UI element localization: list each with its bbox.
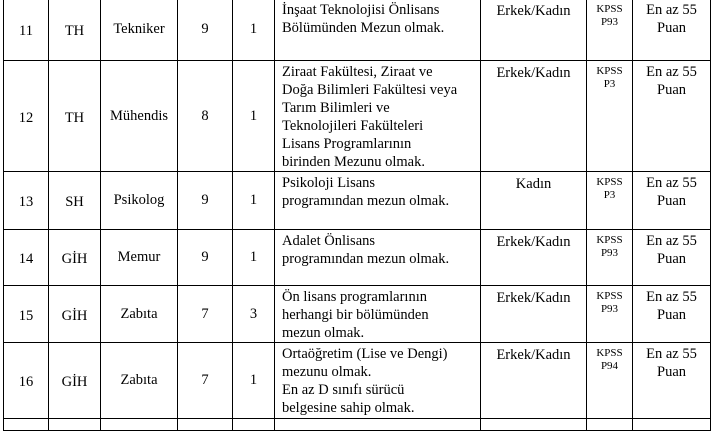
min-score-cell (633, 343, 711, 419)
quota-cell: 1 (233, 0, 275, 61)
qualifications-line: mezunu olmak. (282, 364, 372, 380)
qualifications-line: Ziraat Fakültesi, Ziraat ve (282, 64, 433, 80)
min-score-cell (633, 61, 711, 172)
kpss-score-type-cell (587, 0, 633, 61)
table-row (4, 230, 711, 286)
partial-cell (587, 419, 633, 431)
kpss-score-type-cell (587, 61, 633, 172)
gender-cell: Erkek/Kadın (481, 343, 587, 419)
min-score-cell (633, 286, 711, 343)
grade-cell: 8 (178, 61, 233, 172)
position-title-cell: Mühendis (101, 61, 178, 172)
quota-cell: 1 (233, 343, 275, 419)
staff-positions-table (3, 0, 711, 431)
qualifications-line: programından mezun olmak. (282, 193, 450, 209)
kpss-score-type-cell (587, 343, 633, 419)
kpss-score-type-cell (587, 172, 633, 230)
kpss-score-type-cell (587, 230, 633, 286)
gender-cell: Erkek/Kadın (481, 286, 587, 343)
min-score-cell (633, 0, 711, 61)
qualifications-line: herhangi bir bölümünden (282, 307, 429, 323)
qualifications-line: birinden Mezunu olmak. (282, 154, 425, 170)
grade-cell: 7 (178, 286, 233, 343)
min-score-line: Puan (657, 364, 686, 380)
quota-cell: 1 (233, 172, 275, 230)
qualifications-line: İnşaat Teknolojisi Önlisans (282, 2, 440, 18)
grade-cell: 9 (178, 0, 233, 61)
qualifications-line: En az D sınıfı sürücü (282, 382, 405, 398)
qualifications-cell (275, 0, 481, 61)
partial-cell (481, 419, 587, 431)
kpss-score-type-line: KPSS (596, 290, 623, 302)
table-row (4, 343, 711, 419)
quota-cell: 1 (233, 61, 275, 172)
partial-cell (633, 419, 711, 431)
position-title-cell: Tekniker (101, 0, 178, 61)
qualifications-line: Tarım Bilimleri ve (282, 100, 390, 116)
min-score-line: En az 55 (646, 346, 697, 362)
grade-cell: 9 (178, 172, 233, 230)
row-number-cell: 16 (4, 343, 49, 419)
min-score-line: En az 55 (646, 289, 697, 305)
qualifications-cell (275, 343, 481, 419)
min-score-cell (633, 230, 711, 286)
qualifications-line: Adalet Önlisans (282, 233, 376, 249)
kpss-score-type-line: KPSS (596, 65, 623, 77)
gender-cell: Kadın (481, 172, 587, 230)
min-score-cell (633, 172, 711, 230)
qualifications-cell (275, 286, 481, 343)
min-score-line: Puan (657, 82, 686, 98)
kpss-score-type-cell (587, 286, 633, 343)
position-title-cell: Zabıta (101, 343, 178, 419)
table-body (4, 0, 711, 431)
min-score-line: En az 55 (646, 175, 697, 191)
kpss-score-type-line: KPSS (596, 176, 623, 188)
qualifications-cell (275, 61, 481, 172)
qualifications-cell (275, 172, 481, 230)
min-score-line: En az 55 (646, 64, 697, 80)
unit-code-cell: GİH (49, 230, 101, 286)
unit-code-cell: SH (49, 172, 101, 230)
partial-cell (233, 419, 275, 431)
quota-cell: 3 (233, 286, 275, 343)
min-score-line: Puan (657, 20, 686, 36)
kpss-score-type-line: KPSS (596, 347, 623, 359)
kpss-score-type-line: P3 (603, 78, 616, 90)
partial-cell (178, 419, 233, 431)
table-row (4, 286, 711, 343)
partial-cell (49, 419, 101, 431)
kpss-score-type-line: P93 (600, 247, 619, 259)
kpss-score-type-line: P93 (600, 16, 619, 28)
table-row (4, 0, 711, 61)
unit-code-cell: GİH (49, 286, 101, 343)
kpss-score-type-line: KPSS (596, 234, 623, 246)
qualifications-line: mezun olmak. (282, 325, 365, 341)
qualifications-line: Lisans Programlarının (282, 136, 412, 152)
kpss-score-type-line: P3 (603, 189, 616, 201)
min-score-line: Puan (657, 307, 686, 323)
row-number-cell: 14 (4, 230, 49, 286)
position-title-cell: Memur (101, 230, 178, 286)
table-row-partial (4, 419, 711, 431)
qualifications-line: Bölümünden Mezun olmak. (282, 20, 445, 36)
qualifications-line: programından mezun olmak. (282, 251, 450, 267)
row-number-cell: 15 (4, 286, 49, 343)
row-number-cell: 13 (4, 172, 49, 230)
qualifications-line: belgesine sahip olmak. (282, 400, 415, 416)
kpss-score-type-line: P94 (600, 360, 619, 372)
row-number-cell: 12 (4, 61, 49, 172)
partial-cell (275, 419, 481, 431)
unit-code-cell: TH (49, 0, 101, 61)
quota-cell: 1 (233, 230, 275, 286)
gender-cell: Erkek/Kadın (481, 230, 587, 286)
gender-cell: Erkek/Kadın (481, 0, 587, 61)
qualifications-line: Psikoloji Lisans (282, 175, 376, 191)
position-title-cell: Psikolog (101, 172, 178, 230)
grade-cell: 9 (178, 230, 233, 286)
table-row (4, 172, 711, 230)
min-score-line: En az 55 (646, 233, 697, 249)
min-score-line: Puan (657, 193, 686, 209)
unit-code-cell: GİH (49, 343, 101, 419)
gender-cell: Erkek/Kadın (481, 61, 587, 172)
unit-code-cell: TH (49, 61, 101, 172)
kpss-score-type-line: KPSS (596, 3, 623, 15)
min-score-line: Puan (657, 251, 686, 267)
qualifications-line: Teknolojileri Fakülteleri (282, 118, 424, 134)
grade-cell: 7 (178, 343, 233, 419)
position-title-cell: Zabıta (101, 286, 178, 343)
qualifications-line: Ön lisans programlarının (282, 289, 427, 305)
partial-cell (4, 419, 49, 431)
min-score-line: En az 55 (646, 2, 697, 18)
qualifications-line: Ortaöğretim (Lise ve Dengi) (282, 346, 448, 362)
kpss-score-type-line: P93 (600, 303, 619, 315)
qualifications-line: Doğa Bilimleri Fakültesi veya (282, 82, 458, 98)
table-row (4, 61, 711, 172)
row-number-cell: 11 (4, 0, 49, 61)
qualifications-cell (275, 230, 481, 286)
partial-cell (101, 419, 178, 431)
